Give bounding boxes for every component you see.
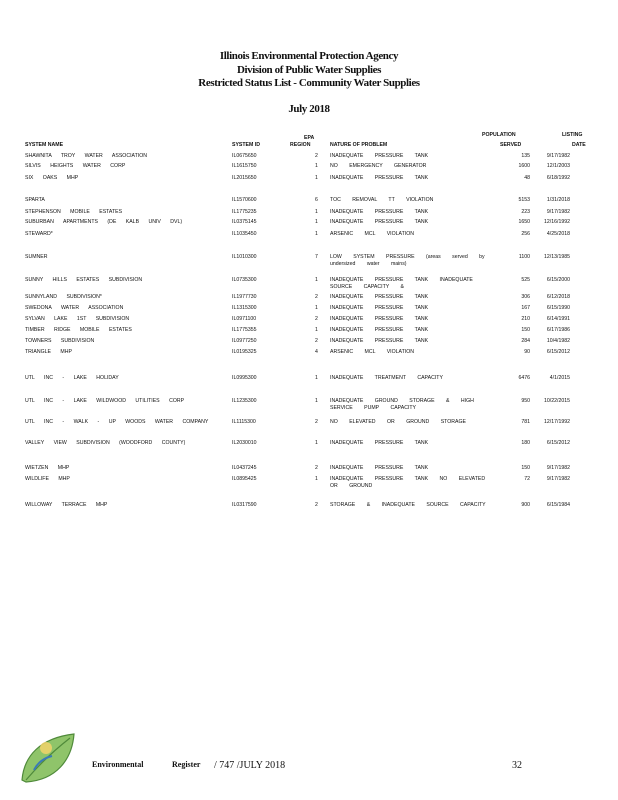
col-region: REGION <box>290 142 311 148</box>
system-id-cell: IL1010300 <box>232 254 257 260</box>
problem-cell: INADEQUATE PRESSURE TANK <box>330 327 429 333</box>
list-title: Restricted Status List - Community Water Supplies <box>198 77 420 89</box>
problem-cell: INADEQUATE PRESSURE TANK INADEQUATE SOURCE CAPACITY & <box>330 277 473 290</box>
table-row <box>0 254 618 266</box>
system-name-cell: TRIANGLE MHP <box>25 349 72 355</box>
system-id-cell: IL1115300 <box>232 419 256 425</box>
problem-cell: ARSENIC MCL VIOLATION <box>330 349 414 355</box>
region-cell: 1 <box>315 231 318 237</box>
table-row <box>0 476 618 488</box>
table-row <box>0 219 618 231</box>
agency-title: Illinois Environmental Protection Agency <box>219 50 399 62</box>
listing-date-cell: 6/14/1991 <box>546 316 570 322</box>
system-id-cell: IL2015650 <box>232 175 257 181</box>
region-cell: 1 <box>315 219 318 225</box>
listing-date-cell: 12/1/2003 <box>546 163 570 169</box>
table-row <box>0 231 618 243</box>
population-cell: 284 <box>521 338 530 344</box>
col-listing: LISTING <box>562 132 583 138</box>
col-date: DATE <box>572 142 586 148</box>
listing-date-cell: 9/17/1982 <box>546 209 570 215</box>
col-problem: NATURE OF PROBLEM <box>330 142 388 148</box>
problem-cell: INADEQUATE PRESSURE TANK <box>330 338 429 344</box>
listing-date-cell: 6/15/2012 <box>546 440 570 446</box>
region-cell: 1 <box>315 440 318 446</box>
system-id-cell: IL0375145 <box>232 219 257 225</box>
system-name-cell: SILVIS HEIGHTS WATER CORP <box>25 163 126 169</box>
system-name-cell: UTL INC - LAKE HOLIDAY <box>25 375 119 381</box>
system-name-cell: SIX OAKS MHP <box>25 175 79 181</box>
listing-date-cell: 12/16/1992 <box>544 219 570 225</box>
col-system-name: SYSTEM NAME <box>25 142 64 148</box>
population-cell: 150 <box>521 465 530 471</box>
system-name-cell: UTL INC - WALK - UP WOODS WATER COMPANY <box>25 419 209 425</box>
system-name-cell: SYLVAN LAKE 1ST SUBDIVISION <box>25 316 130 322</box>
region-cell: 1 <box>315 163 318 169</box>
table-row <box>0 277 618 289</box>
system-id-cell: IL1035450 <box>232 231 257 237</box>
listing-date-cell: 6/15/1984 <box>546 502 570 508</box>
region-cell: 1 <box>315 476 318 482</box>
table-row <box>0 163 618 175</box>
system-name-cell: SUNNY HILLS ESTATES SUBDIVISION <box>25 277 143 283</box>
population-cell: 1600 <box>518 163 530 169</box>
system-name-cell: TIMBER RIDGE MOBILE ESTATES <box>25 327 132 333</box>
listing-date-cell: 10/4/1982 <box>546 338 570 344</box>
population-cell: 210 <box>521 316 530 322</box>
region-cell: 1 <box>315 398 318 404</box>
problem-cell: INADEQUATE PRESSURE TANK NO ELEVATED OR GROUND <box>330 476 486 489</box>
population-cell: 950 <box>521 398 530 404</box>
footer-environmental: Environmental <box>92 760 144 769</box>
system-name-cell: WILDLIFE MHP <box>25 476 70 482</box>
table-row <box>0 440 618 452</box>
population-cell: 48 <box>524 175 530 181</box>
region-cell: 1 <box>315 175 318 181</box>
system-id-cell: IL0195325 <box>232 349 257 355</box>
division-title: Division of Public Water Supplies <box>236 64 382 76</box>
problem-cell: INADEQUATE PRESSURE TANK <box>330 294 429 300</box>
region-cell: 1 <box>315 305 318 311</box>
list-date: July 2018 <box>288 103 330 115</box>
table-row <box>0 375 618 387</box>
problem-cell: INADEQUATE PRESSURE TANK <box>330 153 429 159</box>
col-served: SERVED <box>500 142 522 148</box>
system-id-cell: IL0895425 <box>232 476 257 482</box>
region-cell: 2 <box>315 316 318 322</box>
system-name-cell: WIETZEN MHP <box>25 465 70 471</box>
system-name-cell: SWEDONA WATER ASSOCIATION <box>25 305 124 311</box>
region-cell: 1 <box>315 327 318 333</box>
system-id-cell: IL1235300 <box>232 398 257 404</box>
system-name-cell: SUNNYLAND SUBDIVISION* <box>25 294 102 300</box>
system-id-cell: IL1977730 <box>232 294 257 300</box>
problem-cell: STORAGE & INADEQUATE SOURCE CAPACITY <box>330 502 486 508</box>
problem-cell: INADEQUATE PRESSURE TANK <box>330 440 429 446</box>
problem-cell: ARSENIC MCL VIOLATION <box>330 231 414 237</box>
page-number: 32 <box>512 760 522 771</box>
region-cell: 6 <box>315 197 318 203</box>
population-cell: 256 <box>521 231 530 237</box>
system-name-cell: STEPHENSON MOBILE ESTATES <box>25 209 123 215</box>
population-cell: 525 <box>521 277 530 283</box>
problem-cell: INADEQUATE TREATMENT CAPACITY <box>330 375 443 381</box>
region-cell: 2 <box>315 465 318 471</box>
listing-date-cell: 4/1/2015 <box>549 375 570 381</box>
population-cell: 72 <box>524 476 530 482</box>
region-cell: 2 <box>315 294 318 300</box>
page-footer <box>0 757 618 777</box>
system-id-cell: IL1570600 <box>232 197 257 203</box>
system-name-cell: UTL INC - LAKE WILDWOOD UTILITIES CORP <box>25 398 185 404</box>
region-cell: 2 <box>315 338 318 344</box>
system-id-cell: IL0995300 <box>232 375 257 381</box>
listing-date-cell: 12/13/1985 <box>544 254 570 260</box>
problem-cell: TOC REMOVAL TT VIOLATION <box>330 197 434 203</box>
problem-cell: NO ELEVATED OR GROUND STORAGE <box>330 419 466 425</box>
table-row <box>0 197 618 209</box>
system-name-cell: SUMNER <box>25 254 48 260</box>
population-cell: 5153 <box>518 197 530 203</box>
region-cell: 1 <box>315 277 318 283</box>
population-cell: 167 <box>521 305 530 311</box>
population-cell: 1100 <box>518 254 530 260</box>
table-row <box>0 349 618 361</box>
listing-date-cell: 6/15/1990 <box>546 305 570 311</box>
system-id-cell: IL1775355 <box>232 327 257 333</box>
table-row <box>0 398 618 410</box>
listing-date-cell: 9/17/1982 <box>546 153 570 159</box>
system-name-cell: VALLEY VIEW SUBDIVISION (WOODFORD COUNTY) <box>25 440 186 446</box>
listing-date-cell: 9/17/1982 <box>546 465 570 471</box>
table-row <box>0 502 618 514</box>
table-row <box>0 419 618 431</box>
system-name-cell: SPARTA <box>25 197 45 203</box>
listing-date-cell: 10/22/2015 <box>544 398 570 404</box>
listing-date-cell: 6/18/1992 <box>546 175 570 181</box>
region-cell: 2 <box>315 419 318 425</box>
problem-cell: INADEQUATE PRESSURE TANK <box>330 209 429 215</box>
region-cell: 2 <box>315 502 318 508</box>
system-id-cell: IL0971100 <box>232 316 257 322</box>
table-row <box>0 175 618 187</box>
problem-cell: INADEQUATE PRESSURE TANK <box>330 219 429 225</box>
population-cell: 1650 <box>518 219 530 225</box>
listing-date-cell: 6/12/2018 <box>546 294 570 300</box>
system-id-cell: IL0437245 <box>232 465 257 471</box>
population-cell: 306 <box>521 294 530 300</box>
system-name-cell: SHAWNITA TROY WATER ASSOCIATION <box>25 153 147 159</box>
population-cell: 90 <box>524 349 530 355</box>
col-population: POPULATION <box>482 132 516 138</box>
col-epa: EPA <box>304 135 315 141</box>
problem-cell: INADEQUATE PRESSURE TANK <box>330 465 429 471</box>
listing-date-cell: 9/17/1982 <box>546 476 570 482</box>
problem-cell: INADEQUATE PRESSURE TANK <box>330 305 429 311</box>
system-name-cell: STEWARD* <box>25 231 53 237</box>
listing-date-cell: 6/15/2000 <box>546 277 570 283</box>
region-cell: 2 <box>315 153 318 159</box>
problem-cell: INADEQUATE PRESSURE TANK <box>330 175 429 181</box>
listing-date-cell: 4/25/2018 <box>546 231 570 237</box>
system-id-cell: IL0735300 <box>232 277 257 283</box>
system-id-cell: IL2030010 <box>232 440 257 446</box>
region-cell: 4 <box>315 349 318 355</box>
listing-date-cell: 12/17/1992 <box>544 419 570 425</box>
system-id-cell: IL1615750 <box>232 163 257 169</box>
col-system-id: SYSTEM ID <box>232 142 260 148</box>
system-id-cell: IL1775235 <box>232 209 257 215</box>
population-cell: 135 <box>521 153 530 159</box>
population-cell: 781 <box>521 419 530 425</box>
listing-date-cell: 6/17/1986 <box>546 327 570 333</box>
listing-date-cell: 6/15/2012 <box>546 349 570 355</box>
footer-issue: / 747 /JULY 2018 <box>214 760 286 771</box>
population-cell: 6476 <box>518 375 530 381</box>
region-cell: 1 <box>315 375 318 381</box>
problem-cell: NO EMERGENCY GENERATOR <box>330 163 427 169</box>
region-cell: 1 <box>315 209 318 215</box>
system-name-cell: TOWNERS SUBDIVISION <box>25 338 95 344</box>
region-cell: 7 <box>315 254 318 260</box>
system-id-cell: IL0675650 <box>232 153 257 159</box>
population-cell: 180 <box>521 440 530 446</box>
system-name-cell: SUBURBAN APARTMENTS (DE KALB UNIV DVL) <box>25 219 183 225</box>
listing-date-cell: 1/31/2018 <box>546 197 570 203</box>
problem-cell: LOW SYSTEM PRESSURE (areas served by undersized water mains) <box>330 254 485 267</box>
population-cell: 223 <box>521 209 530 215</box>
system-name-cell: WILLOWAY TERRACE MHP <box>25 502 108 508</box>
population-cell: 900 <box>521 502 530 508</box>
footer-register: Register <box>172 760 201 769</box>
system-id-cell: IL1315300 <box>232 305 257 311</box>
system-id-cell: IL0977250 <box>232 338 257 344</box>
population-cell: 150 <box>521 327 530 333</box>
problem-cell: INADEQUATE GROUND STORAGE & HIGH SERVICE PUMP CAPACITY <box>330 398 474 411</box>
problem-cell: INADEQUATE PRESSURE TANK <box>330 316 429 322</box>
system-id-cell: IL0317590 <box>232 502 257 508</box>
